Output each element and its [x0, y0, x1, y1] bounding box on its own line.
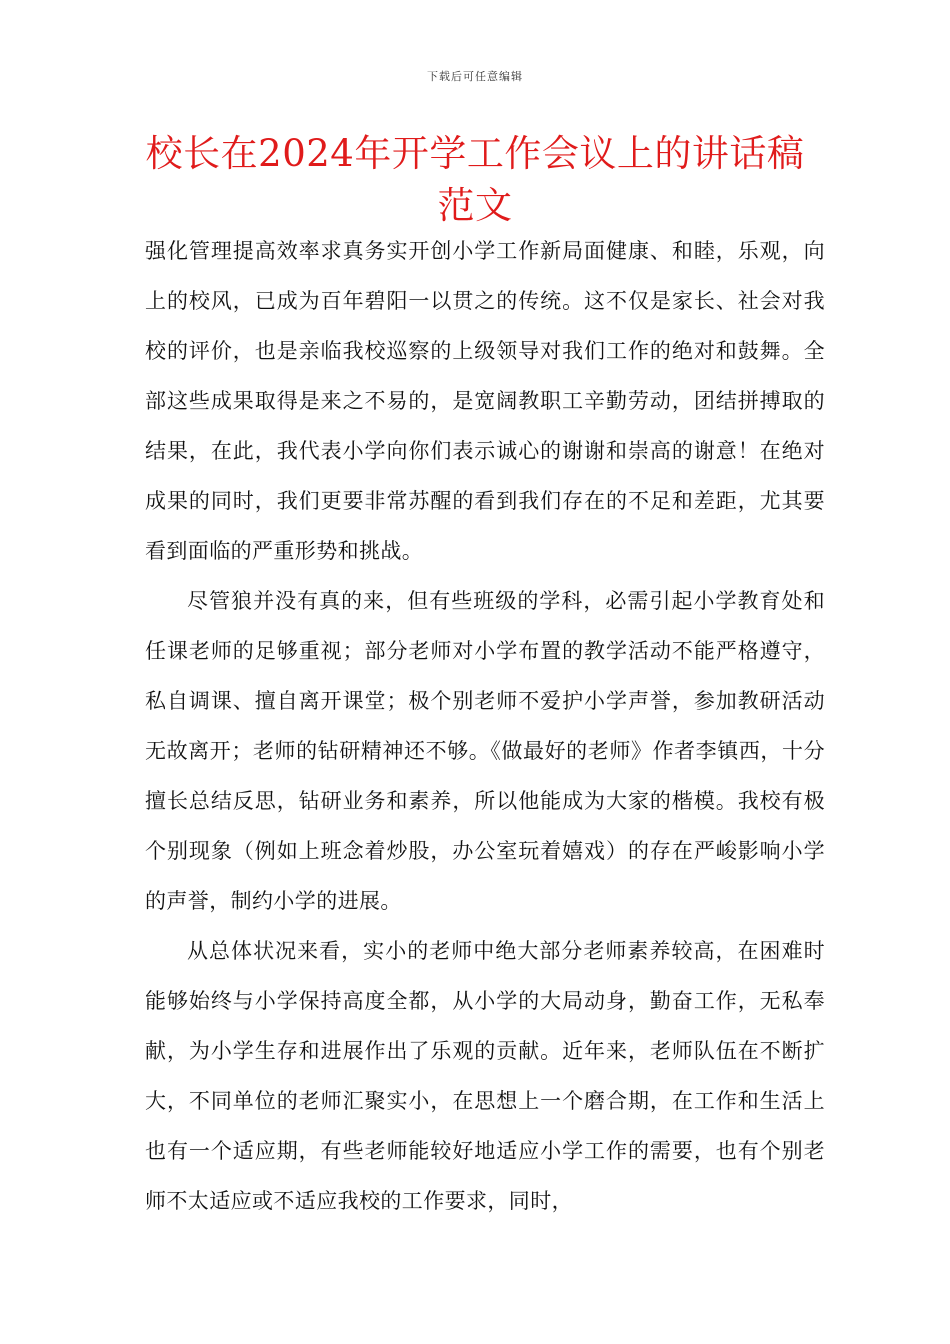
document-title: 校长在2024年开学工作会议上的讲话稿范文 [145, 132, 805, 227]
document-body [145, 226, 825, 1226]
paragraph-1: 强化管理提高效率求真务实开创小学工作新局面健康、和睦，乐观，向上的校风，已成为百年碧阳一以贯之的传统。这不仅是家长、社会对我校的评价，也是亲临我校巡察的上级领导对我们工作的绝对和鼓舞。全部这些成果取得是来之不易的，是宽阔教职工辛勤劳动，团结拼搏取的结果，在此，我代表小学向你们表示诚心的谢谢和崇高的谢意！在绝对成果的同时，我们更要非常苏醒的看到我们存在的不足和差距，尤其要看到面临的严重形势和挑战。 [145, 239, 825, 563]
paragraph-2: 尽管狼并没有真的来，但有些班级的学科，必需引起小学教育处和任课老师的足够重视；部分老师对小学布置的教学活动不能严格遵守，私自调课、擅自离开课堂；极个别老师不爱护小学声誉，参加教研活动无故离开；老师的钻研精神还不够。《做最好的老师》作者李镇西，十分擅长总结反思，钻研业务和素养，所以他能成为大家的楷模。我校有极个别现象（例如上班念着炒股，办公室玩着嬉戏）的存在严峻影响小学的声誉，制约小学的进展。 [145, 589, 825, 913]
paragraph-3: 从总体状况来看，实小的老师中绝大部分老师素养较高，在困难时能够始终与小学保持高度全都，从小学的大局动身，勤奋工作，无私奉献，为小学生存和进展作出了乐观的贡献。近年来，老师队伍在不断扩大，不同单位的老师汇聚实小，在思想上一个磨合期，在工作和生活上也有一个适应期，有些老师能较好地适应小学工作的需要，也有个别老师不太适应或不适应我校的工作要求，同时， [145, 939, 825, 1213]
header-note: 下载后可任意编辑 [427, 70, 523, 83]
